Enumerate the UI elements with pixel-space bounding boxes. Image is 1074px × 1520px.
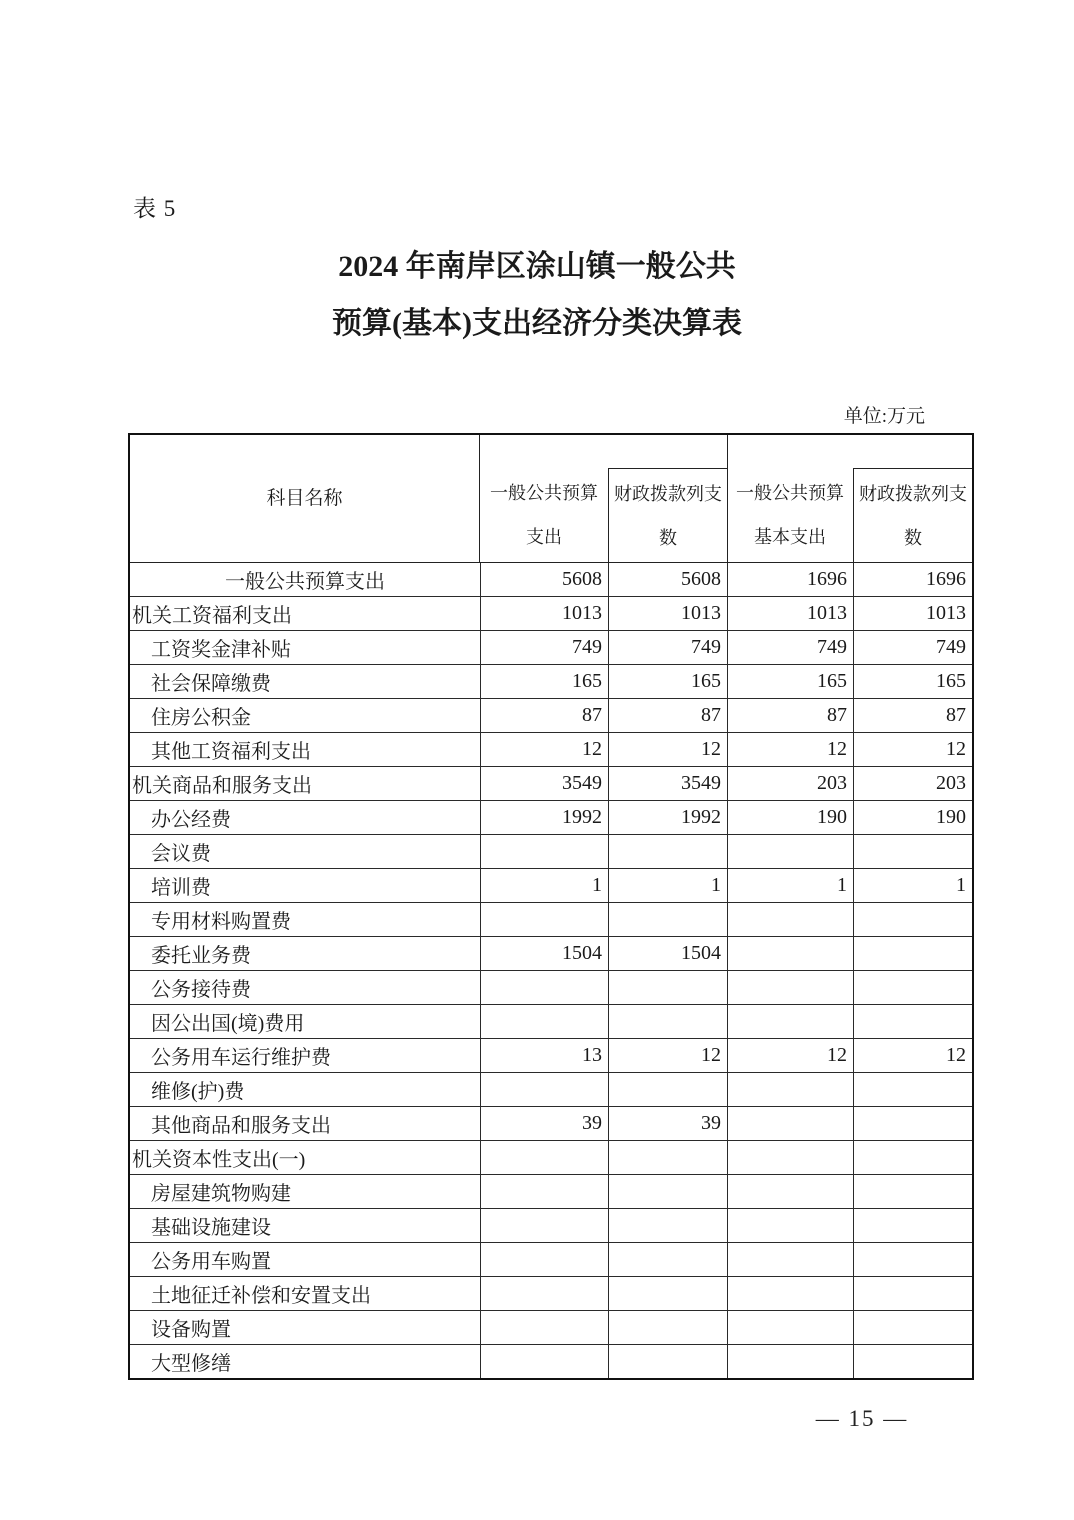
header-general-public-budget-expense: 一般公共预算支出 <box>490 483 598 547</box>
row-value: 1 <box>727 869 853 902</box>
header-general-public-budget-basic-expense: 一般公共预算基本支出 <box>736 483 844 547</box>
row-value <box>608 1209 727 1242</box>
row-value <box>608 1345 727 1378</box>
row-value: 1013 <box>608 597 727 630</box>
row-label: 因公出国(境)费用 <box>151 1013 305 1035</box>
row-value <box>480 1005 608 1038</box>
row-label: 机关资本性支出(一) <box>132 1149 306 1171</box>
row-value <box>608 971 727 1004</box>
row-label: 办公经费 <box>151 809 231 831</box>
row-label: 土地征迁补偿和安置支出 <box>151 1285 371 1307</box>
row-value <box>853 1107 972 1140</box>
row-value <box>853 1141 972 1174</box>
row-label: 公务用车购置 <box>151 1251 271 1273</box>
row-value: 1 <box>608 869 727 902</box>
row-value <box>480 903 608 936</box>
row-value: 1 <box>480 869 608 902</box>
row-value <box>853 1073 972 1106</box>
row-value <box>480 1243 608 1276</box>
row-value <box>853 937 972 970</box>
row-value <box>853 1345 972 1378</box>
row-value: 12 <box>480 733 608 766</box>
row-value <box>853 1243 972 1276</box>
row-value <box>727 1345 853 1378</box>
row-value <box>608 1277 727 1310</box>
row-value: 39 <box>608 1107 727 1140</box>
table-row <box>130 1310 972 1344</box>
table-row <box>130 834 972 868</box>
row-value <box>480 1209 608 1242</box>
row-value <box>727 937 853 970</box>
row-value <box>608 1073 727 1106</box>
row-value: 87 <box>480 699 608 732</box>
row-value <box>853 971 972 1004</box>
row-value <box>480 1141 608 1174</box>
row-value: 749 <box>727 631 853 664</box>
budget-table <box>128 433 974 1380</box>
row-value: 87 <box>608 699 727 732</box>
row-value <box>608 1311 727 1344</box>
row-value: 12 <box>608 733 727 766</box>
row-value: 203 <box>727 767 853 800</box>
row-value: 5608 <box>480 563 608 596</box>
row-value: 12 <box>608 1039 727 1072</box>
row-label: 住房公积金 <box>151 707 251 729</box>
row-value <box>853 1005 972 1038</box>
row-value <box>727 971 853 1004</box>
row-label: 公务接待费 <box>151 979 251 1001</box>
row-value: 1013 <box>480 597 608 630</box>
row-value: 1013 <box>853 597 972 630</box>
row-value <box>727 1277 853 1310</box>
row-value: 190 <box>853 801 972 834</box>
table-row <box>130 1106 972 1140</box>
row-value: 12 <box>727 1039 853 1072</box>
row-value <box>727 1141 853 1174</box>
row-value <box>480 1311 608 1344</box>
row-value <box>727 835 853 868</box>
row-label: 房屋建筑物购建 <box>151 1183 291 1205</box>
row-label: 委托业务费 <box>151 945 251 967</box>
row-value <box>480 1277 608 1310</box>
row-value <box>608 1005 727 1038</box>
row-label: 社会保障缴费 <box>151 673 271 695</box>
table-row <box>130 630 972 664</box>
row-value: 3549 <box>608 767 727 800</box>
row-value: 39 <box>480 1107 608 1140</box>
row-value: 1504 <box>480 937 608 970</box>
row-value <box>608 903 727 936</box>
table-row <box>130 563 972 596</box>
row-value <box>480 1175 608 1208</box>
page-number: — 15 — <box>815 1406 909 1431</box>
unit-note: 单位:万元 <box>843 406 925 427</box>
table-row <box>130 1004 972 1038</box>
row-value: 749 <box>480 631 608 664</box>
row-label: 会议费 <box>151 843 211 865</box>
document-title-line-1: 2024 年南岸区涂山镇一般公共 <box>338 250 736 283</box>
row-value: 87 <box>853 699 972 732</box>
row-value: 87 <box>727 699 853 732</box>
row-value <box>608 1141 727 1174</box>
row-label: 其他商品和服务支出 <box>151 1115 331 1137</box>
row-value <box>727 1311 853 1344</box>
row-value <box>480 1073 608 1106</box>
table-row <box>130 732 972 766</box>
header-subject-name: 科目名称 <box>130 435 480 562</box>
table-row <box>130 766 972 800</box>
row-value <box>480 1345 608 1378</box>
row-value <box>853 835 972 868</box>
table-row <box>130 936 972 970</box>
row-label: 其他工资福利支出 <box>151 741 311 763</box>
table-number-label: 表 5 <box>133 196 177 221</box>
row-value: 1992 <box>608 801 727 834</box>
row-value: 1696 <box>853 563 972 596</box>
row-value <box>727 1243 853 1276</box>
row-value <box>853 1311 972 1344</box>
row-value <box>480 835 608 868</box>
table-row <box>130 596 972 630</box>
row-value <box>608 1175 727 1208</box>
table-row <box>130 1038 972 1072</box>
row-value <box>727 1209 853 1242</box>
row-value: 12 <box>853 1039 972 1072</box>
row-label: 机关工资福利支出 <box>132 605 292 627</box>
row-value: 1992 <box>480 801 608 834</box>
table-row <box>130 698 972 732</box>
row-value <box>853 1277 972 1310</box>
row-value <box>727 1005 853 1038</box>
header-fiscal-appropriation-2: 财政拨款列支数 <box>853 468 972 562</box>
row-value <box>480 971 608 1004</box>
row-label: 公务用车运行维护费 <box>151 1047 331 1069</box>
row-value: 165 <box>608 665 727 698</box>
table-row <box>130 902 972 936</box>
table-row <box>130 868 972 902</box>
row-value: 12 <box>853 733 972 766</box>
row-value <box>853 903 972 936</box>
row-value: 165 <box>727 665 853 698</box>
row-value: 1 <box>853 869 972 902</box>
row-value <box>853 1175 972 1208</box>
table-header <box>130 435 972 563</box>
row-value: 190 <box>727 801 853 834</box>
row-label: 大型修缮 <box>151 1353 231 1375</box>
row-value: 203 <box>853 767 972 800</box>
row-value: 5608 <box>608 563 727 596</box>
row-value: 1504 <box>608 937 727 970</box>
row-label: 机关商品和服务支出 <box>132 775 312 797</box>
row-label: 基础设施建设 <box>151 1217 271 1239</box>
row-label: 设备购置 <box>151 1319 231 1341</box>
table-row <box>130 1276 972 1310</box>
row-label: 维修(护)费 <box>151 1081 245 1103</box>
header-fiscal-appropriation-1: 财政拨款列支数 <box>608 468 727 562</box>
row-label: 专用材料购置费 <box>151 911 291 933</box>
row-value: 12 <box>727 733 853 766</box>
row-label: 工资奖金津补贴 <box>151 639 291 661</box>
document-title <box>0 238 1074 352</box>
row-value <box>608 1243 727 1276</box>
table-row <box>130 1140 972 1174</box>
table-row <box>130 1072 972 1106</box>
row-value: 749 <box>608 631 727 664</box>
table-row <box>130 800 972 834</box>
row-label: 培训费 <box>151 877 211 899</box>
row-value <box>727 1107 853 1140</box>
row-value <box>608 835 727 868</box>
table-row <box>130 1344 972 1378</box>
table-body <box>130 563 972 1378</box>
table-row <box>130 664 972 698</box>
row-value: 13 <box>480 1039 608 1072</box>
row-value: 3549 <box>480 767 608 800</box>
table-row <box>130 1242 972 1276</box>
row-value: 1696 <box>727 563 853 596</box>
row-label: 一般公共预算支出 <box>225 571 385 593</box>
row-value: 165 <box>480 665 608 698</box>
table-row <box>130 970 972 1004</box>
row-value: 165 <box>853 665 972 698</box>
row-value <box>727 903 853 936</box>
row-value <box>727 1073 853 1106</box>
table-row <box>130 1174 972 1208</box>
document-title-line-2: 预算(基本)支出经济分类决算表 <box>332 307 742 340</box>
row-value <box>853 1209 972 1242</box>
row-value: 749 <box>853 631 972 664</box>
row-value: 1013 <box>727 597 853 630</box>
table-row <box>130 1208 972 1242</box>
row-value <box>727 1175 853 1208</box>
